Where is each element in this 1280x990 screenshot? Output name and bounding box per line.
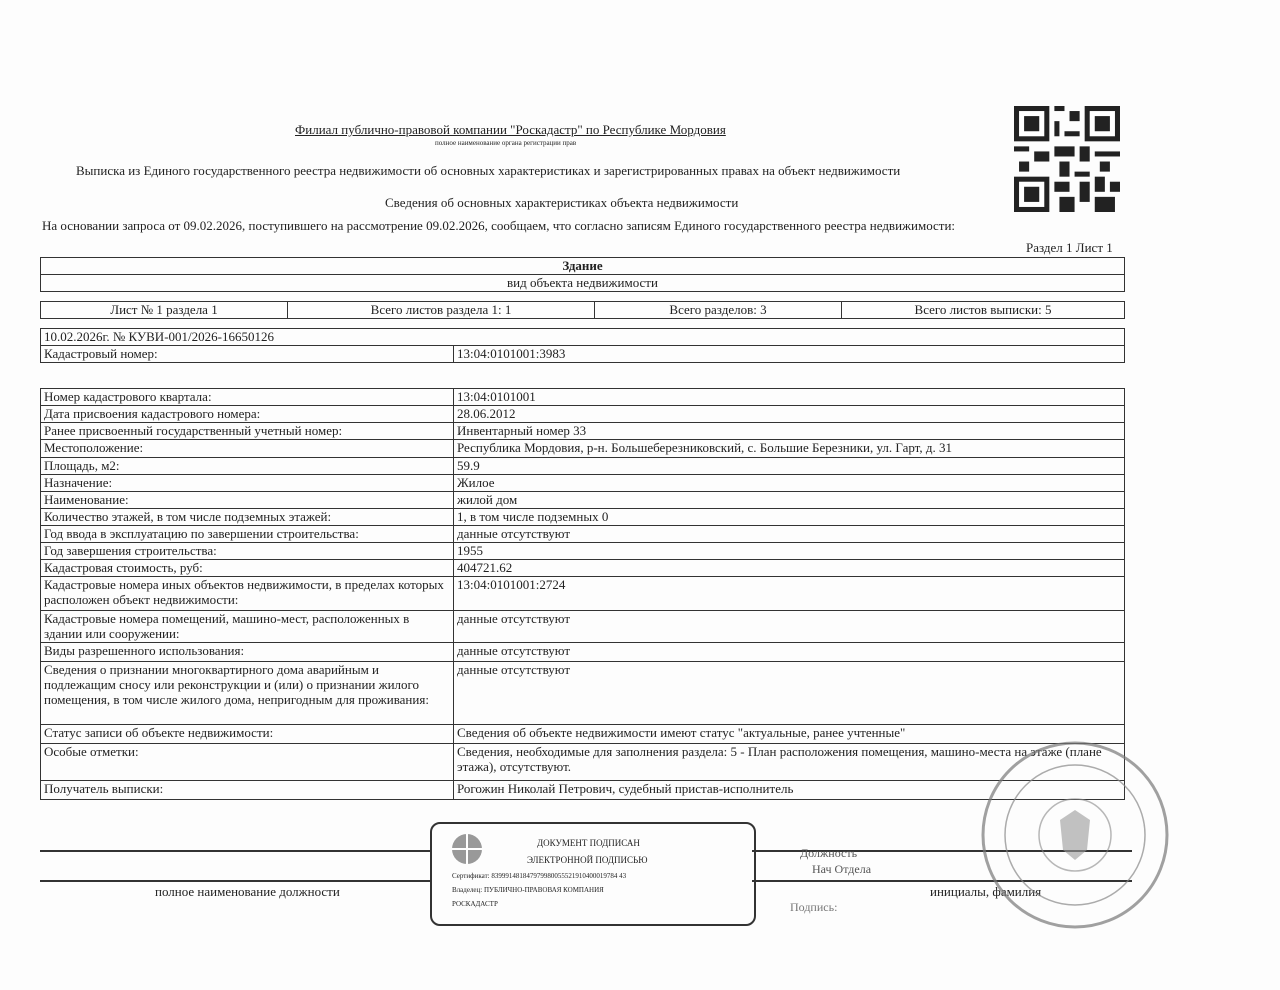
- row-value: жилой дом: [454, 492, 1125, 509]
- row-value: 404721.62: [454, 560, 1125, 577]
- section-sheets-total: Всего листов раздела 1: 1: [288, 302, 595, 319]
- table-row: [41, 389, 1125, 406]
- table-row: [41, 458, 1125, 475]
- signed-line1: ДОКУМЕНТ ПОДПИСАН: [537, 838, 640, 848]
- row-value: Сведения об объекте недвижимости имеют статус "актуальные, ранее учтенные": [454, 725, 1125, 744]
- row-value: данные отсутствуют: [454, 643, 1125, 662]
- table-row: [41, 423, 1125, 440]
- row-value: Инвентарный номер 33: [454, 423, 1125, 440]
- table-row: [41, 560, 1125, 577]
- row-value: 59.9: [454, 458, 1125, 475]
- table-row: [41, 440, 1125, 458]
- table-row: [41, 643, 1125, 662]
- row-value: 28.06.2012: [454, 406, 1125, 423]
- row-value: данные отсутствуют: [454, 611, 1125, 643]
- table-row: [41, 725, 1125, 744]
- row-label: Кадастровая стоимость, руб:: [41, 560, 454, 577]
- signature-caption: Подпись:: [790, 900, 838, 914]
- object-type: Здание: [41, 258, 1125, 275]
- table-row: [41, 611, 1125, 643]
- row-value: Сведения, необходимые для заполнения раздела: 5 - План расположения помещения, машино-места на этаже (плане этажа), отсутствуют.: [454, 744, 1125, 781]
- row-value: Жилое: [454, 475, 1125, 492]
- table-row: [41, 492, 1125, 509]
- row-value: 1955: [454, 543, 1125, 560]
- row-label: Номер кадастрового квартала:: [41, 389, 454, 406]
- table-row: [41, 509, 1125, 526]
- table-row: [41, 577, 1125, 611]
- owner: Владелец: ПУБЛИЧНО-ПРАВОВАЯ КОМПАНИЯ: [452, 886, 604, 894]
- object-type-caption: вид объекта недвижимости: [41, 275, 1125, 292]
- document-subtitle: Сведения об основных характеристиках объекта недвижимости: [385, 195, 739, 210]
- electronic-signature-stamp: [430, 822, 756, 926]
- row-label: Виды разрешенного использования:: [41, 643, 454, 662]
- row-value: Республика Мордовия, р-н. Большеберезниковский, с. Большие Березники, ул. Гарт, д. 31: [454, 440, 1125, 458]
- table-row: [41, 662, 1125, 725]
- row-label: Назначение:: [41, 475, 454, 492]
- intro-text: На основании запроса от 09.02.2026, поступившего на рассмотрение 09.02.2026, сообщаем, что согласно записям Единого государственного реестра недвижимости:: [42, 218, 956, 233]
- row-label: Статус записи об объекте недвижимости:: [41, 725, 454, 744]
- table-row: [41, 744, 1125, 781]
- row-label: Сведения о признании многоквартирного дома аварийным и подлежащим сносу или реконструкции и (или) о признании жилого помещения, в том числе жилого дома, непригодным для проживания:: [41, 662, 454, 725]
- cadastral-label: Кадастровый номер:: [41, 346, 454, 363]
- sheet-number: Лист № 1 раздела 1: [41, 302, 288, 319]
- row-label: Площадь, м2:: [41, 458, 454, 475]
- org-caption: полное наименование органа регистрации прав: [435, 139, 577, 147]
- document-title: Выписка из Единого государственного реестра недвижимости об основных характеристиках и зарегистрированных правах на объект недвижимости: [76, 163, 901, 178]
- table-row: [41, 406, 1125, 423]
- row-value: данные отсутствуют: [454, 526, 1125, 543]
- official-seal-icon: [975, 735, 1175, 935]
- signed-line2: ЭЛЕКТРОННОЙ ПОДПИСЬЮ: [527, 855, 648, 865]
- row-label: Кадастровые номера иных объектов недвижимости, в пределах которых расположен объект недвижимости:: [41, 577, 454, 611]
- characteristics-table: [40, 388, 1125, 800]
- row-label: Ранее присвоенный государственный учетный номер:: [41, 423, 454, 440]
- row-value: 1, в том числе подземных 0: [454, 509, 1125, 526]
- stamp-dept: Нач Отдела: [812, 862, 872, 876]
- cadastral-value: 13:04:0101001:3983: [454, 346, 1125, 363]
- row-label: Получатель выписки:: [41, 781, 454, 800]
- row-label: Наименование:: [41, 492, 454, 509]
- position-line-2: [40, 880, 430, 882]
- table-row: [41, 543, 1125, 560]
- table-row: [41, 781, 1125, 800]
- table-row: [41, 526, 1125, 543]
- table-row: [41, 475, 1125, 492]
- row-label: Дата присвоения кадастрового номера:: [41, 406, 454, 423]
- doc-number: 10.02.2026г. № КУВИ-001/2026-16650126: [41, 329, 1125, 346]
- row-value: 13:04:0101001:2724: [454, 577, 1125, 611]
- certificate: Сертификат: 839991481847979980055521910400019784 43: [452, 872, 627, 880]
- owner2: РОСКАДАСТР: [452, 900, 498, 908]
- section-sheet: Раздел 1 Лист 1: [1026, 240, 1113, 255]
- position-line: [40, 850, 430, 852]
- object-type-table: [40, 257, 1125, 292]
- row-label: Местоположение:: [41, 440, 454, 458]
- emblem-icon: [450, 832, 484, 866]
- row-value: Рогожин Николай Петрович, судебный пристав-исполнитель: [454, 781, 1125, 800]
- sections-total: Всего разделов: 3: [595, 302, 842, 319]
- qr-code-icon: [1014, 106, 1120, 212]
- row-value: данные отсутствуют: [454, 662, 1125, 725]
- cadastral-table: [40, 328, 1125, 363]
- row-label: Количество этажей, в том числе подземных этажей:: [41, 509, 454, 526]
- row-value: 13:04:0101001: [454, 389, 1125, 406]
- sheets-table: [40, 301, 1125, 319]
- position-caption: полное наименование должности: [155, 884, 340, 899]
- row-label: Год ввода в эксплуатацию по завершении строительства:: [41, 526, 454, 543]
- extract-sheets-total: Всего листов выписки: 5: [842, 302, 1125, 319]
- row-label: Особые отметки:: [41, 744, 454, 781]
- row-label: Год завершения строительства:: [41, 543, 454, 560]
- stamp-position: Должность: [800, 846, 858, 860]
- org-name: Филиал публично-правовой компании "Роскадастр" по Республике Мордовия: [295, 122, 726, 137]
- initials-caption: инициалы, фамилия: [930, 884, 1042, 899]
- row-label: Кадастровые номера помещений, машино-мест, расположенных в здании или сооружении:: [41, 611, 454, 643]
